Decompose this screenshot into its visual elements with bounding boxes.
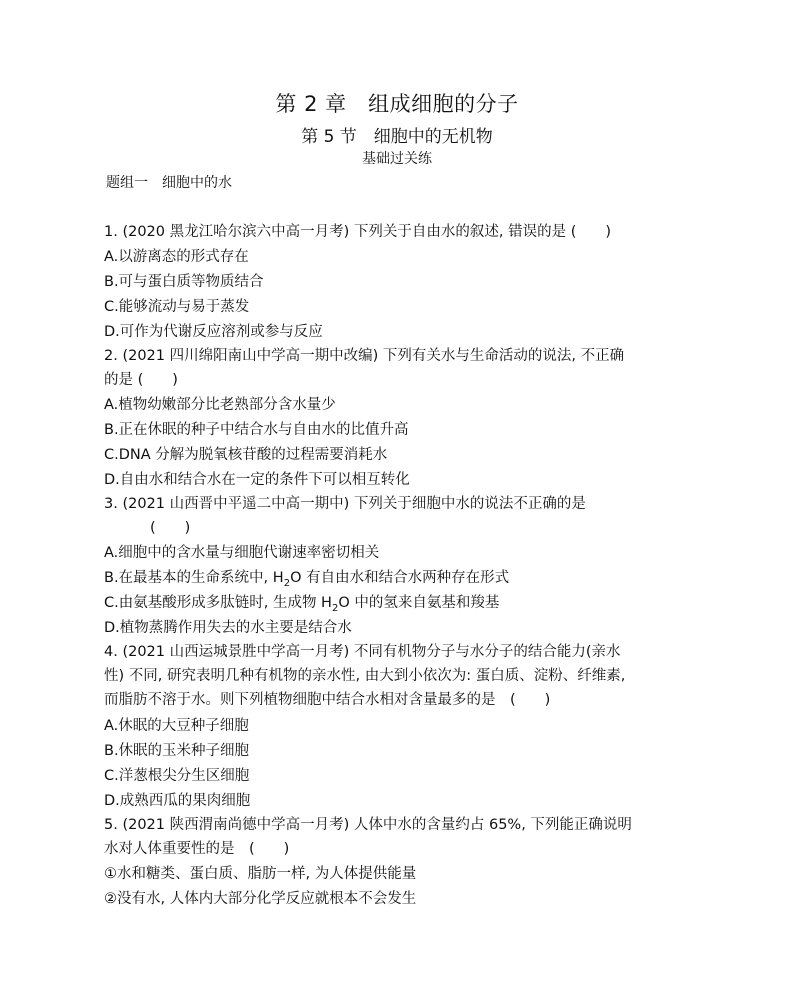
question-4-option-b: B.休眠的玉米种子细胞 [104,743,250,759]
question-4-option-d: D.成熟西瓜的果肉细胞 [104,793,251,809]
question-2-option-a: A.植物幼嫩部分比老熟部分含水量少 [104,397,336,413]
question-3-stem-line-1: 3. (2021 山西晋中平遥二中高一期中) 下列关于细胞中水的说法不正确的是 [104,496,586,512]
exercise-subtitle: 基础过关练 [362,151,432,167]
question-group-label: 题组一 细胞中的水 [106,175,232,191]
question-4-option-a: A.休眠的大豆种子细胞 [104,718,249,734]
chapter-title: 第 2 章 组成细胞的分子 [275,92,519,116]
question-5-stem-line-1: 5. (2021 陕西渭南尚德中学高一月考) 人体中水的含量约占 65%, 下列能正确说明 [104,817,632,833]
question-5-stem-line-2: 水对人体重要性的是 ( ) [104,841,290,857]
question-5-statement-1: ①水和糖类、蛋白质、脂肪一样, 为人体提供能量 [104,866,417,882]
question-3-option-d: D.植物蒸腾作用失去的水主要是结合水 [104,620,352,636]
question-3-option-b-post: O 有自由水和结合水两种存在形式 [290,570,510,586]
question-1-option-a: A.以游离态的形式存在 [104,249,249,265]
section-title: 第 5 节 细胞中的无机物 [301,127,493,147]
question-4-option-c: C.洋葱根尖分生区细胞 [104,768,250,784]
question-3-option-c-sub: 2 [331,602,339,614]
question-1-option-c: C.能够流动与易于蒸发 [104,299,250,315]
question-1-stem: 1. (2020 黑龙江哈尔滨六中高一月考) 下列关于自由水的叙述, 错误的是 ( ) [104,224,612,240]
question-3-option-a: A.细胞中的含水量与细胞代谢速率密切相关 [104,545,380,561]
question-4-stem-line-3: 而脂肪不溶于水。则下列植物细胞中结合水相对含量最多的是 ( ) [104,692,551,708]
question-2-option-b: B.正在休眠的种子中结合水与自由水的比值升高 [104,422,409,438]
question-3-option-b-pre: B.在最基本的生命系统中, H [104,570,284,586]
question-2-stem-line-2: 的是 ( ) [104,372,178,388]
question-1-option-b: B.可与蛋白质等物质结合 [104,274,264,290]
question-4-stem-line-1: 4. (2021 山西运城景胜中学高一月考) 不同有机物分子与水分子的结合能力(亲水 [104,644,621,660]
question-2-stem-line-1: 2. (2021 四川绵阳南山中学高一期中改编) 下列有关水与生命活动的说法, 不正确 [104,348,625,364]
question-2-option-d: D.自由水和结合水在一定的条件下可以相互转化 [104,472,410,488]
question-3-option-c-pre: C.由氨基酸形成多肽链时, 生成物 H [104,595,332,611]
question-4-stem-line-2: 性) 不同, 研究表明几种有机物的亲水性, 由大到小依次为: 蛋白质、淀粉、纤维素, [104,668,626,684]
question-3-option-c-post: O 中的氢来自氨基和羧基 [338,595,500,611]
question-3-option-b-sub: 2 [283,577,291,589]
question-2-option-c: C.DNA 分解为脱氧核苷酸的过程需要消耗水 [104,447,388,463]
question-1-option-d: D.可作为代谢反应溶剂或参与反应 [104,324,323,340]
question-3-stem-line-2: ( ) [150,520,191,536]
question-5-statement-2: ②没有水, 人体内大部分化学反应就根本不会发生 [104,891,417,907]
